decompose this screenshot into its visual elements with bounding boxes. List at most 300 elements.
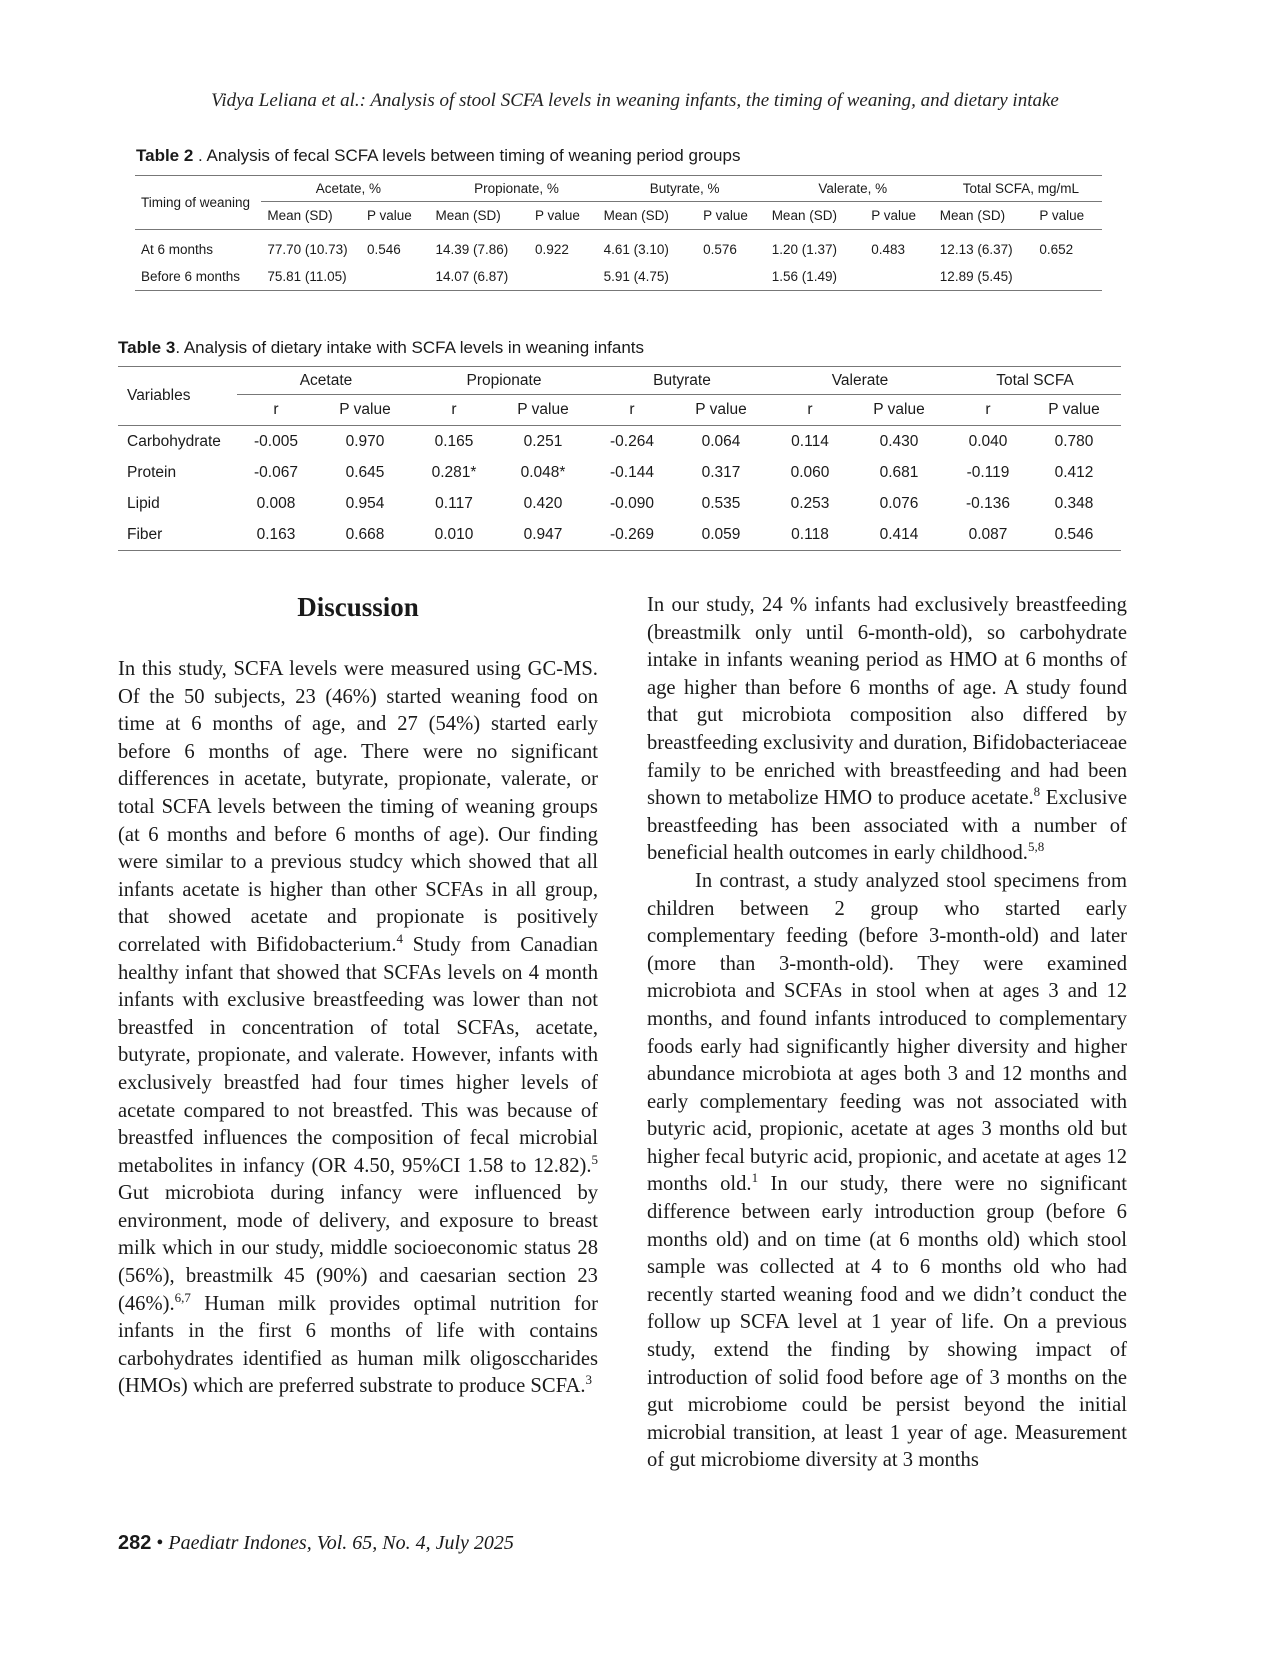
word [799, 815, 812, 837]
word [305, 1265, 316, 1287]
word: higher [1074, 1035, 1127, 1058]
word: age. [974, 1421, 1008, 1444]
word: 1.58 [467, 1154, 504, 1177]
word: infants [814, 1007, 871, 1030]
word [1025, 1394, 1039, 1416]
table3-cell: 0.064 [701, 432, 741, 450]
word: infants [726, 649, 783, 672]
table3-cell: -0.067 [254, 463, 298, 481]
word: contains [529, 1320, 598, 1343]
word: propionate [376, 906, 465, 929]
word [841, 677, 849, 699]
word: introduction [647, 1366, 748, 1389]
table2-label: Table 2 [136, 146, 194, 165]
word: milk [422, 1347, 461, 1370]
word [882, 1256, 893, 1278]
word: weaning [450, 685, 521, 708]
word: in [209, 1016, 226, 1039]
word: found [758, 1007, 807, 1030]
word: months [1042, 649, 1104, 672]
word: microbiome [687, 1394, 788, 1417]
word [980, 898, 1006, 920]
word: than [330, 878, 367, 901]
word [834, 1256, 845, 1278]
word: level [797, 1311, 838, 1334]
word: life [436, 1320, 465, 1343]
word [337, 658, 344, 680]
word [289, 1100, 298, 1122]
word: ages [1064, 1145, 1102, 1168]
word: of [754, 1366, 772, 1389]
word: levels [447, 961, 496, 984]
word: been [1088, 759, 1128, 782]
word: complementary [998, 1007, 1128, 1030]
word: showed [468, 851, 532, 874]
word [881, 1394, 895, 1416]
word [231, 906, 250, 928]
table2-cell: 1.56 (1.49) [766, 263, 866, 291]
word: in [219, 1237, 236, 1260]
word: by [908, 1339, 929, 1362]
word: and [399, 1209, 430, 1232]
citation: 3 [585, 1372, 593, 1388]
word: of [580, 1071, 598, 1094]
word [422, 1320, 436, 1342]
word: group [986, 1201, 1035, 1224]
word: timing [380, 795, 434, 818]
word: were [118, 851, 159, 874]
word [458, 1100, 467, 1122]
word: acetate, [244, 768, 307, 791]
word: This [421, 1099, 459, 1122]
word [149, 906, 168, 928]
word [465, 989, 473, 1011]
word: acetate, [535, 1016, 599, 1039]
word [1008, 1422, 1015, 1444]
table2-subheader: Mean (SD) [261, 202, 361, 230]
word [983, 1367, 990, 1389]
table3-subheader: P value [1027, 395, 1121, 426]
word: which [192, 1375, 244, 1398]
word: groups [541, 795, 598, 818]
word [265, 1293, 278, 1315]
word: from [470, 933, 511, 956]
word [673, 1394, 687, 1416]
word: we [941, 1283, 966, 1306]
word: 2 [834, 897, 845, 920]
word [909, 1256, 920, 1278]
table2-cell [529, 263, 598, 291]
word: valerate, [501, 768, 572, 791]
word [305, 1155, 312, 1177]
word: between [740, 897, 809, 920]
word: been [811, 814, 851, 837]
word [387, 1017, 403, 1039]
word [149, 1182, 165, 1204]
word [916, 980, 925, 1002]
word: and [904, 1283, 935, 1306]
paragraph [647, 868, 1127, 1475]
table2-cell: 0.922 [535, 242, 569, 257]
table2-cell: 12.13 (6.37) [939, 242, 1013, 257]
word: exposure [439, 1209, 514, 1232]
word: (more [647, 952, 697, 975]
word [171, 741, 185, 763]
word [812, 1339, 830, 1361]
word: metabolites [118, 1154, 213, 1177]
word: 12.82). [533, 1154, 592, 1177]
word: is [483, 906, 498, 929]
word: stool [1086, 1228, 1128, 1251]
word [434, 1127, 443, 1149]
word [787, 1394, 801, 1416]
word [758, 815, 771, 837]
word [309, 1210, 319, 1232]
word [316, 1320, 330, 1342]
word: In [695, 869, 713, 892]
table3-subheader: P value [315, 395, 415, 426]
word: health [733, 842, 784, 865]
word: food [859, 1283, 898, 1306]
word: foods [647, 1035, 693, 1058]
word [736, 980, 745, 1002]
word: later [1090, 925, 1127, 948]
word [391, 1320, 405, 1342]
word: in [219, 1154, 236, 1177]
table3-row-label: Carbohydrate [127, 432, 221, 450]
word: breast [548, 1209, 598, 1232]
word: had [749, 1035, 779, 1058]
word [409, 1265, 420, 1287]
word [779, 1036, 787, 1058]
word: to [877, 787, 894, 810]
word: associated [863, 814, 949, 837]
word: and [236, 823, 266, 846]
word [950, 1394, 964, 1416]
word [1040, 760, 1049, 782]
table2-cell: 75.81 (11.05) [261, 263, 361, 291]
citation: 8 [1033, 784, 1041, 800]
word [386, 713, 397, 735]
word [783, 594, 790, 616]
word [776, 1284, 783, 1306]
word: 6 [1116, 1201, 1127, 1224]
word: and [757, 1228, 788, 1251]
word: introduction [874, 1201, 975, 1224]
table2-row-label: Before 6 months [135, 263, 261, 291]
word: age. [313, 740, 348, 763]
word [775, 925, 786, 947]
word: previous [1056, 1311, 1127, 1334]
word [219, 989, 227, 1011]
word: SCFA [233, 658, 283, 680]
word [155, 796, 162, 818]
word: finding [538, 823, 598, 846]
word: propionate, [398, 768, 492, 791]
word: gut [647, 1394, 674, 1417]
word: has [771, 814, 799, 837]
word [929, 1339, 947, 1361]
word: specimens [993, 869, 1080, 892]
word [943, 1422, 950, 1444]
word: significant [1040, 1173, 1128, 1196]
word [341, 1072, 353, 1094]
word: examined [1046, 952, 1127, 975]
word [461, 1348, 470, 1370]
word: 6 [305, 1320, 316, 1343]
word [676, 677, 684, 699]
word: our [671, 594, 699, 616]
table2-group-header: Propionate, % [429, 176, 597, 202]
word: optimal [413, 1292, 477, 1315]
word: influences [202, 1127, 288, 1150]
word [859, 649, 866, 671]
word [842, 980, 851, 1002]
table2-cell: 0.546 [366, 242, 401, 257]
word [853, 1284, 860, 1306]
word [844, 1118, 851, 1140]
word: enriched [763, 759, 835, 782]
table2-subheader: P value [361, 202, 430, 230]
table3-subheader: P value [849, 395, 949, 426]
word: were [422, 740, 463, 763]
word: milk [118, 1237, 156, 1260]
word [301, 713, 312, 735]
table3-cell: 0.546 [1027, 519, 1121, 551]
word [973, 622, 987, 644]
word: on [1074, 1366, 1095, 1389]
table2-cell: 12.89 (5.45) [934, 263, 1034, 291]
word: months [918, 1449, 979, 1472]
word: in [872, 842, 889, 865]
word: or [580, 768, 599, 791]
table3-subheader: P value [493, 395, 593, 426]
table2-cell: 4.61 (3.10) [603, 242, 669, 257]
word: in [491, 878, 508, 901]
word: in [188, 1320, 205, 1343]
word [324, 1182, 340, 1204]
word [368, 1265, 379, 1287]
word [828, 1173, 840, 1195]
word [246, 851, 254, 873]
word [1002, 1256, 1013, 1278]
word [723, 704, 742, 726]
word [838, 1311, 847, 1333]
word [994, 980, 1003, 1002]
table3-subheader: P value [671, 395, 771, 426]
word: than [527, 989, 564, 1012]
word: on [577, 685, 598, 708]
word: of [937, 676, 955, 699]
word: was [716, 1256, 749, 1279]
word: at [165, 713, 181, 736]
word: a [1011, 814, 1021, 837]
word [997, 649, 1004, 671]
word [357, 906, 376, 928]
word [883, 1422, 890, 1444]
table-row [135, 230, 1102, 264]
citation: 5 [591, 1151, 599, 1167]
table2-group-header: Butyrate, % [598, 176, 766, 202]
word [520, 989, 528, 1011]
word [497, 741, 511, 763]
word [1019, 649, 1026, 671]
word: provides [329, 1292, 401, 1315]
word: months [941, 1256, 1002, 1279]
word: both [903, 1063, 941, 1086]
word: before [870, 1366, 923, 1389]
word: gut [669, 1449, 696, 1472]
word [819, 1367, 826, 1389]
word: months [1029, 1063, 1091, 1086]
table3-cell: 0.060 [790, 463, 830, 481]
word: HMO [824, 787, 873, 810]
word [908, 594, 915, 616]
word: old. [720, 1173, 752, 1196]
word [749, 1256, 760, 1278]
word [871, 594, 878, 616]
word: human [357, 1347, 414, 1370]
word: food [825, 1366, 864, 1389]
table2-cell: 5.91 (4.75) [598, 263, 698, 291]
word [1064, 1394, 1078, 1416]
table3-cell: 0.317 [701, 463, 741, 481]
table3-cell: 0.165 [434, 432, 474, 450]
table2-subheader: P value [697, 202, 766, 230]
word [174, 686, 184, 708]
word: microbiota [165, 1182, 255, 1205]
word: between [741, 1201, 811, 1224]
table3-cell: 0.118 [771, 519, 849, 551]
word [910, 1229, 918, 1251]
word [941, 1063, 948, 1085]
table2-cell: 0.576 [703, 242, 737, 257]
word: than [744, 676, 781, 699]
word: diversity [957, 1035, 1030, 1058]
text-run [118, 934, 598, 1177]
table3-group-header: Butyrate [593, 367, 771, 395]
word [751, 1008, 759, 1030]
page-number: 282 [118, 1532, 152, 1554]
word: SCFAs [383, 961, 442, 984]
word [701, 760, 710, 782]
word [726, 1422, 733, 1444]
word: at [847, 1311, 862, 1334]
table3-cell: 0.253 [790, 494, 830, 512]
word: of [1109, 1339, 1128, 1362]
word: group, [544, 878, 599, 901]
table3-cell: 0.681 [879, 463, 919, 481]
word [262, 879, 270, 901]
table3-cell: 0.780 [1054, 432, 1094, 450]
word [515, 1320, 529, 1342]
word [458, 1182, 474, 1204]
citation: 4 [396, 931, 403, 947]
word: composition [331, 1127, 434, 1150]
word [499, 1100, 508, 1122]
word [701, 1311, 710, 1333]
word: oligosccharides [469, 1347, 598, 1370]
word: in [218, 768, 235, 791]
word: who [1050, 1256, 1087, 1279]
word: with [561, 1044, 599, 1067]
word [730, 1201, 741, 1223]
word: ages [860, 1063, 897, 1086]
word [324, 1100, 333, 1122]
word [175, 1100, 184, 1122]
word: 28 [577, 1237, 599, 1260]
word [191, 1293, 204, 1315]
word: acetate. [971, 787, 1034, 810]
word: recently [647, 1283, 714, 1306]
word [1047, 1311, 1056, 1333]
word: microbiota [741, 704, 832, 727]
word: for [574, 1292, 599, 1315]
word: lower [472, 989, 520, 1012]
word [212, 1072, 224, 1094]
word: impact [1035, 1339, 1092, 1362]
word: children [647, 897, 715, 920]
table3-cell: 0.059 [671, 519, 771, 551]
word: 6 [919, 1256, 931, 1279]
word [742, 1036, 750, 1058]
word [848, 925, 859, 947]
word: metabolize [728, 787, 819, 810]
word: from [1086, 869, 1127, 892]
word: early [894, 842, 936, 865]
word: They [917, 952, 960, 975]
word [979, 1229, 987, 1251]
word: SCFAs [784, 980, 843, 1003]
word: using [476, 658, 521, 680]
word [200, 934, 210, 956]
word: GC-MS. [527, 658, 598, 680]
word [193, 1127, 202, 1149]
word [867, 980, 876, 1002]
word [236, 1155, 243, 1177]
word: duration, [893, 731, 968, 754]
word [195, 741, 209, 763]
footer-bullet: • [156, 1532, 164, 1554]
word: 6 [191, 713, 202, 736]
word: A [1003, 676, 1018, 699]
word: mode [236, 1209, 283, 1232]
word: of [965, 1366, 983, 1389]
word: 3 [947, 1063, 958, 1086]
word: time [824, 1228, 861, 1251]
table3-cell: 0.010 [415, 519, 493, 551]
word [366, 879, 374, 901]
word: fecal [469, 1127, 510, 1150]
word: socioeconomic [394, 1237, 518, 1260]
word [418, 713, 429, 735]
word [737, 677, 745, 699]
table2-cell [865, 263, 934, 291]
word [402, 1182, 418, 1204]
word [159, 824, 167, 846]
word: year [890, 1311, 926, 1334]
word: were [343, 658, 384, 680]
word: and [356, 713, 387, 736]
word [191, 1044, 198, 1066]
word: 4 [871, 1256, 882, 1279]
word: and [965, 1063, 995, 1086]
word [828, 1091, 840, 1113]
word: HMO [949, 649, 998, 672]
word: previous [270, 851, 342, 874]
word: higher [897, 1035, 950, 1058]
word [460, 1127, 469, 1149]
